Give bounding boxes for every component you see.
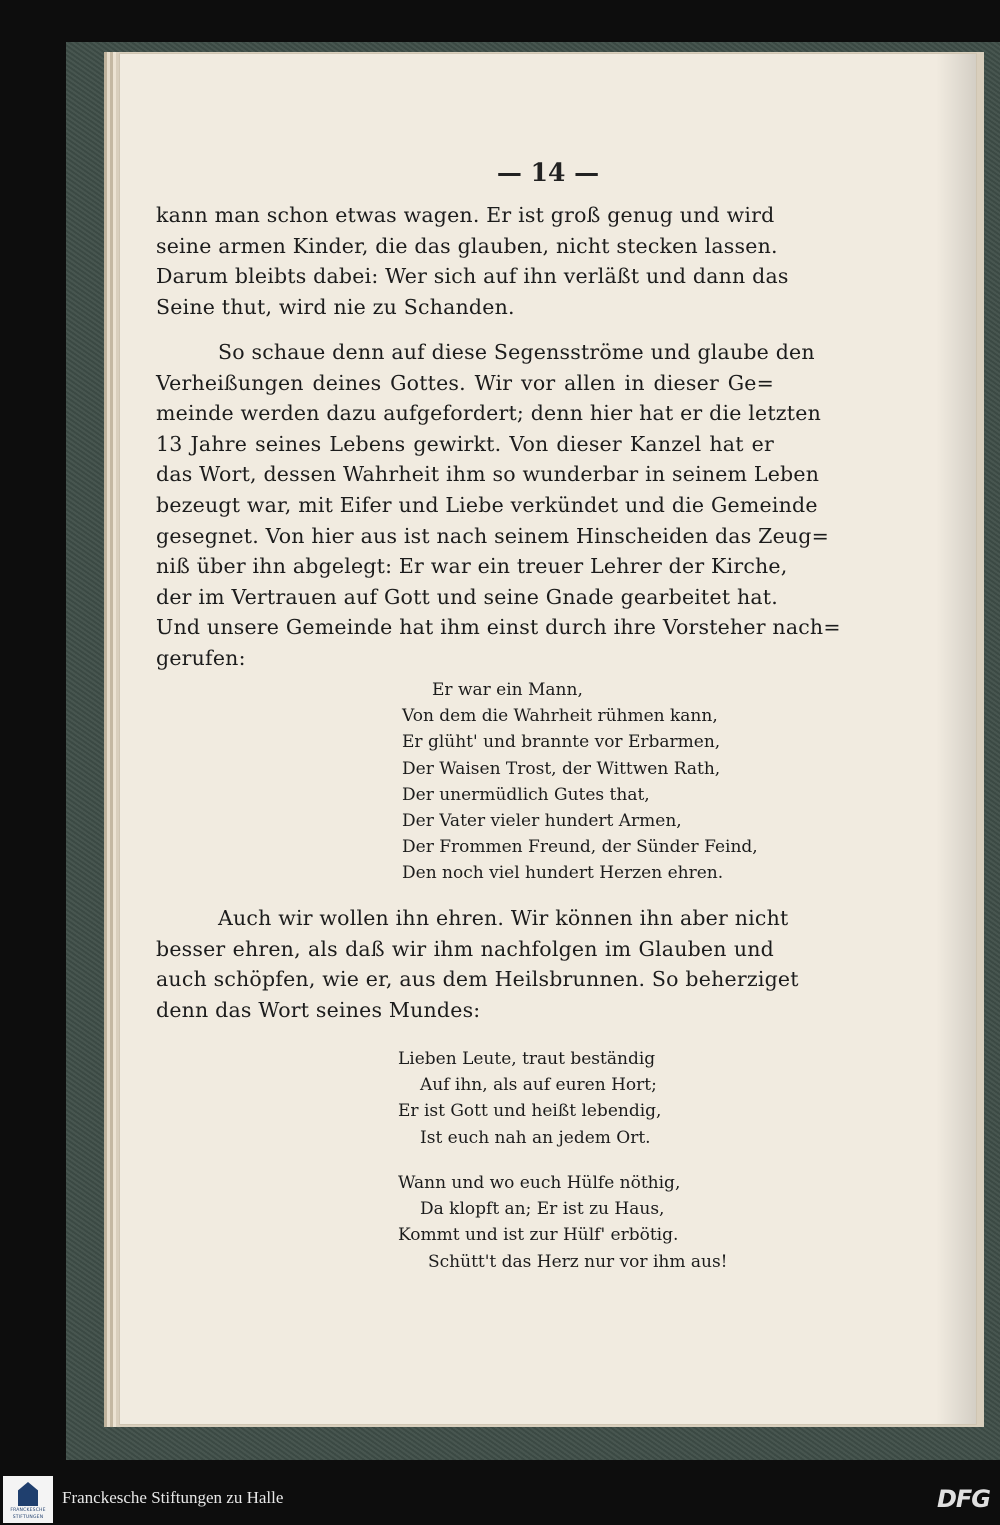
text-line: der im Vertrauen auf Gott und seine Gnade gearbeitet hat. <box>156 584 778 609</box>
poem-line: Wann und wo euch Hülfe nöthig, <box>398 1173 681 1193</box>
poem-line: Da klopft an; Er ist zu Haus, <box>420 1199 665 1220</box>
text-line: meinde werden dazu aufgefordert; denn hier hat er die letzten <box>156 401 821 426</box>
text-line: Und unsere Gemeinde hat ihm einst durch ihre Vorsteher nach= <box>156 615 841 640</box>
poem-line: Von dem die Wahrheit rühmen kann, <box>402 706 718 727</box>
paragraph-1 <box>156 200 789 322</box>
text-line: besser ehren, als daß wir ihm nachfolgen im Glauben und <box>156 936 774 961</box>
dfg-logo[interactable]: DFG <box>936 1485 990 1513</box>
spine-shadow <box>936 54 976 1424</box>
text-line: Auch wir wollen ihn ehren. Wir können ihn aber nicht <box>218 906 789 930</box>
poem-line: Der unermüdlich Gutes that, <box>402 784 650 805</box>
poem-line: Schütt't das Herz nur vor ihm aus! <box>428 1251 728 1272</box>
text-line: 13 Jahre seines Lebens gewirkt. Von dieser Kanzel hat er <box>156 431 774 456</box>
poem-line: Den noch viel hundert Herzen ehren. <box>402 863 724 884</box>
poem-line: Ist euch nah an jedem Ort. <box>420 1127 651 1148</box>
text-line: denn das Wort seines Mundes: <box>156 997 481 1022</box>
text-line: seine armen Kinder, die das glauben, nicht stecken lassen. <box>156 233 778 258</box>
text-line: So schaue denn auf diese Segensströme und glaube den <box>218 340 815 364</box>
poem-line: Auf ihn, als auf euren Hort; <box>420 1075 657 1096</box>
paragraph-3 <box>156 903 799 1025</box>
institution-name[interactable]: Franckesche Stiftungen zu Halle <box>62 1488 284 1507</box>
poem-line: Er ist Gott und heißt lebendig, <box>398 1101 662 1122</box>
poem-line: Lieben Leute, traut beständig <box>398 1049 656 1069</box>
logo-text-1: FRANCKESCHE <box>10 1508 46 1513</box>
text-line: auch schöpfen, wie er, aus dem Heilsbrunnen. So beherziget <box>156 967 799 992</box>
poem-1 <box>402 677 758 887</box>
text-line: das Wort, dessen Wahrheit ihm so wunderbar in seinem Leben <box>156 462 820 487</box>
poem-line: Er war ein Mann, <box>432 680 583 700</box>
text-line: Darum bleibts dabei: Wer sich auf ihn verläßt und dann das <box>156 264 789 289</box>
poem-line: Der Waisen Trost, der Wittwen Rath, <box>402 758 721 779</box>
text-line: niß über ihn abgelegt: Er war ein treuer Lehrer der Kirche, <box>156 554 788 579</box>
viewer-footer <box>0 1474 1000 1525</box>
text-line: gerufen: <box>156 645 246 670</box>
text-line: Verheißungen deines Gottes. Wir vor allen in dieser Ge= <box>156 370 774 395</box>
poem-2-stanza-1 <box>398 1046 661 1151</box>
paragraph-2 <box>156 337 841 674</box>
text-line: Seine thut, wird nie zu Schanden. <box>156 294 515 319</box>
franckesche-stiftungen-logo[interactable] <box>3 1476 53 1523</box>
poem-2-stanza-2 <box>398 1170 728 1275</box>
poem-line: Der Vater vieler hundert Armen, <box>402 810 682 831</box>
page-number: — 14 — <box>496 158 600 187</box>
building-icon <box>18 1482 38 1506</box>
poem-line: Kommt und ist zur Hülf' erbötig. <box>398 1225 679 1246</box>
poem-line: Er glüht' und brannte vor Erbarmen, <box>402 732 721 753</box>
text-line: kann man schon etwas wagen. Er ist groß genug und wird <box>156 203 775 227</box>
logo-text-2: STIFTUNGEN <box>12 1515 44 1520</box>
text-line: gesegnet. Von hier aus ist nach seinem Hinscheiden das Zeug= <box>156 523 830 548</box>
text-line: bezeugt war, mit Eifer und Liebe verkündet und die Gemeinde <box>156 492 818 517</box>
poem-line: Der Frommen Freund, der Sünder Feind, <box>402 837 758 858</box>
